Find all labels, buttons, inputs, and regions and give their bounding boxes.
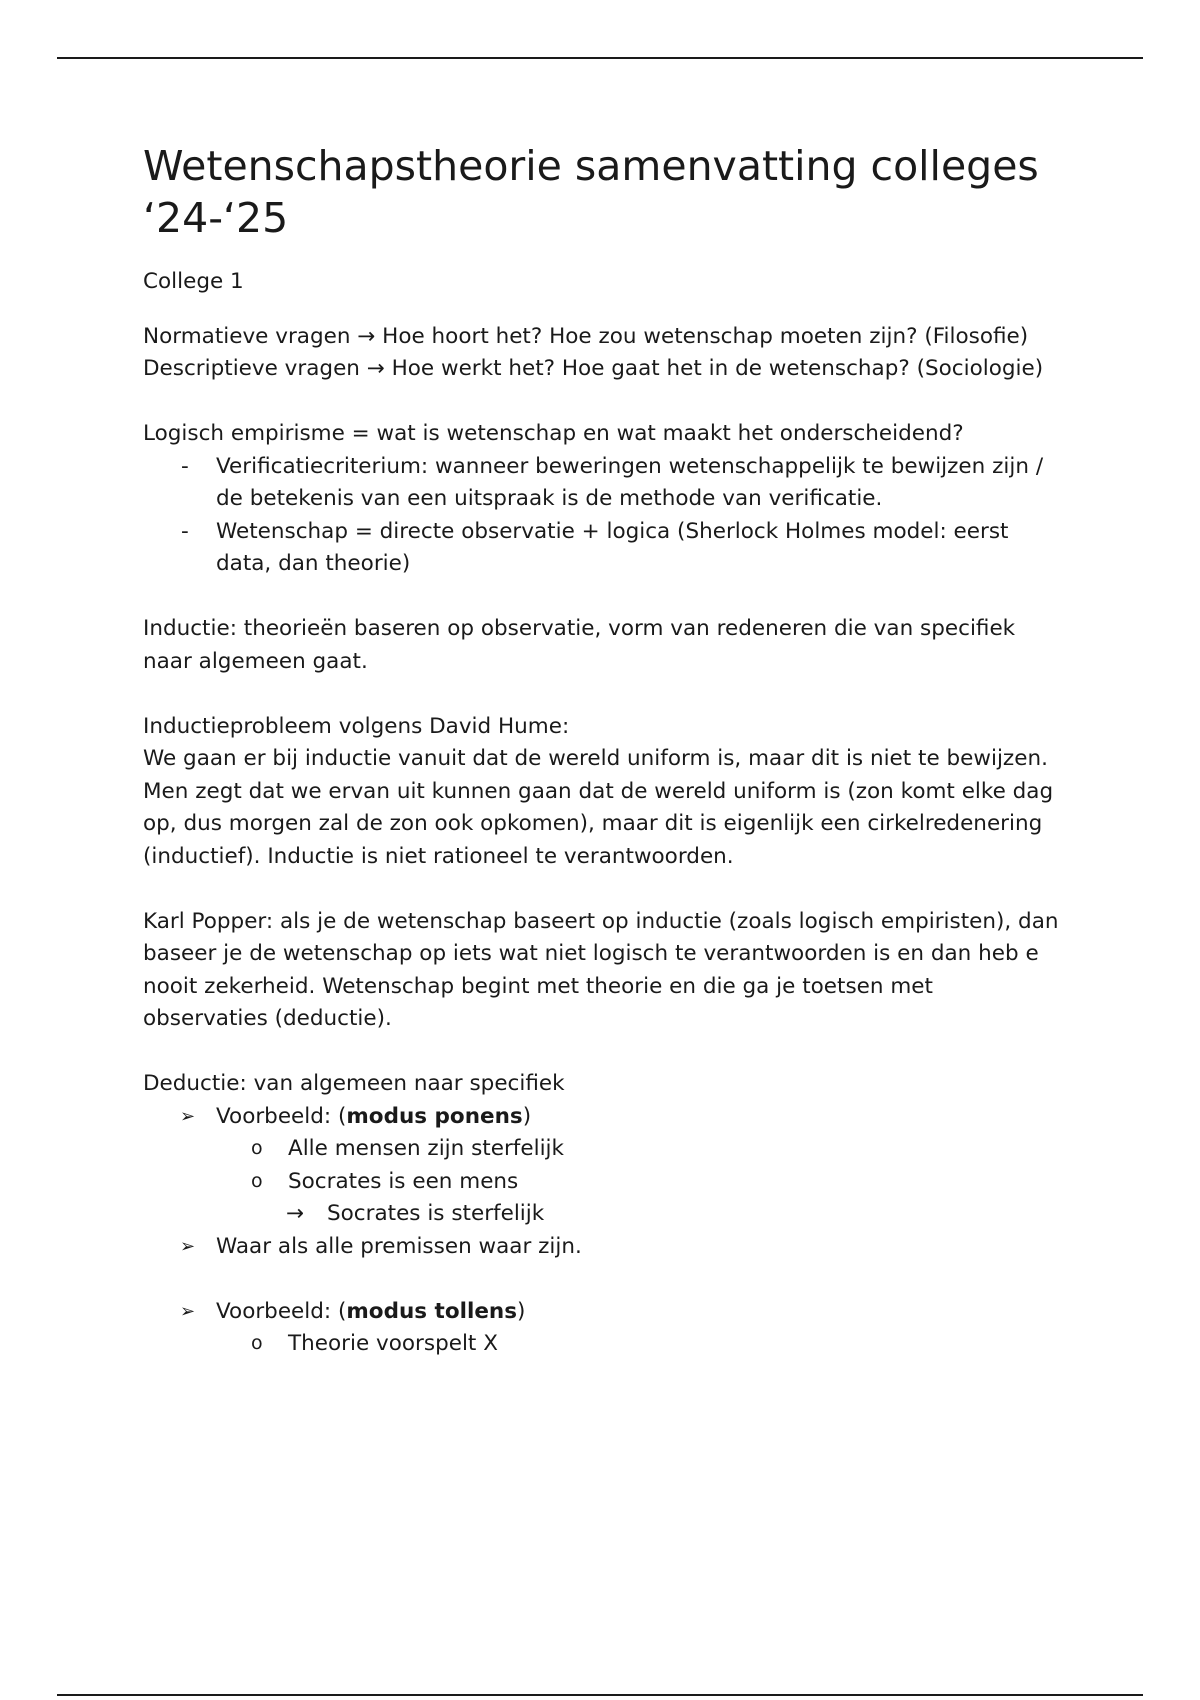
hume-heading: Inductieprobleem volgens David Hume: bbox=[143, 713, 570, 739]
example-prefix: Voorbeeld: ( bbox=[216, 1103, 347, 1129]
list-item bbox=[143, 1296, 1063, 1329]
list-item bbox=[143, 1328, 1063, 1361]
example-suffix: ) bbox=[522, 1103, 532, 1129]
list-item bbox=[143, 451, 1063, 516]
circle-bullet-icon: o bbox=[251, 1169, 263, 1192]
tollens-premise-1: Theorie voorspelt X bbox=[288, 1331, 498, 1356]
true-if-premises: Waar als alle premissen waar zijn. bbox=[216, 1233, 582, 1259]
modus-ponens-label: modus ponens bbox=[346, 1103, 523, 1129]
bottom-border-line bbox=[57, 1694, 1143, 1696]
circle-bullet-icon: o bbox=[251, 1137, 263, 1159]
modus-tollens-label: modus tollens bbox=[346, 1298, 518, 1324]
list-item bbox=[143, 1166, 1063, 1199]
logical-empiricism: Logisch empirisme = wat is wetenschap en wat maakt het onderscheidend? bbox=[143, 421, 964, 446]
circle-bullet-icon: o bbox=[251, 1332, 263, 1354]
document-body bbox=[143, 140, 1063, 1361]
descriptive-questions: Descriptieve vragen → Hoe werkt het? Hoe gaat het in de wetenschap? (Sociologie) bbox=[143, 356, 1044, 381]
top-border-line bbox=[57, 57, 1143, 59]
ponens-conclusion-list bbox=[143, 1198, 1063, 1231]
list-item bbox=[143, 1133, 1063, 1166]
arrow-bullet-icon: ➢ bbox=[180, 1105, 196, 1127]
list-item bbox=[143, 1198, 1063, 1231]
science-definition: Wetenschap = directe observatie + logica (Sherlock Holmes model: eerst data, dan theorie) bbox=[216, 518, 1009, 576]
premise-1: Alle mensen zijn sterfelijk bbox=[288, 1136, 564, 1161]
deduction-list bbox=[143, 1101, 1063, 1134]
induction-definition: Inductie: theorieën baseren op observatie, vorm van redeneren die van specifiek naar algemeen gaat. bbox=[143, 616, 1016, 674]
deduction-definition: Deductie: van algemeen naar specifiek bbox=[143, 1071, 565, 1096]
normative-questions: Normatieve vragen → Hoe hoort het? Hoe zou wetenschap moeten zijn? (Filosofie) bbox=[143, 323, 1029, 349]
empiricism-list bbox=[143, 451, 1063, 581]
example-suffix: ) bbox=[517, 1298, 526, 1324]
list-item bbox=[143, 1101, 1063, 1134]
arrow-bullet-icon: ➢ bbox=[180, 1235, 196, 1257]
dash-icon: - bbox=[181, 518, 189, 544]
tollens-premises bbox=[143, 1328, 1063, 1361]
list-item bbox=[143, 1231, 1063, 1264]
tollens-list bbox=[143, 1296, 1063, 1329]
example-prefix: Voorbeeld: ( bbox=[216, 1298, 347, 1324]
college-heading: College 1 bbox=[143, 269, 244, 294]
verification-criterion: Verificatiecriterium: wanneer beweringen wetenschappelijk te bewijzen zijn / de betekenis van een uitspraak is de methode van verificatie. bbox=[216, 453, 1044, 511]
ponens-conclusion: Socrates is sterfelijk bbox=[327, 1201, 545, 1226]
right-arrow-icon: → bbox=[286, 1201, 305, 1226]
dash-icon: - bbox=[181, 453, 189, 479]
arrow-bullet-icon: ➢ bbox=[180, 1300, 196, 1322]
hume-text: We gaan er bij inductie vanuit dat de wereld uniform is, maar dit is niet te bewijzen. Men zegt dat we ervan uit kunnen gaan dat de wereld uniform is (zon komt elke dag op, dus morgen zal de zon ook opkomen), maar dit is eigenlijk een cirkelredenering (inductief). Inductie is niet rationeel te verantwoorden. bbox=[143, 746, 1054, 869]
document-title: Wetenschapstheorie samenvatting colleges ‘24-‘25 bbox=[143, 142, 1039, 242]
ponens-premises bbox=[143, 1133, 1063, 1198]
premise-2: Socrates is een mens bbox=[288, 1168, 519, 1194]
popper-text: Karl Popper: als je de wetenschap baseert op inductie (zoals logisch empiristen), dan baseer je de wetenschap op iets wat niet logisch te verantwoorden is en dan heb e nooit zekerheid. Wetenschap begint met theorie en die ga je toetsen met observaties (deductie). bbox=[143, 908, 1059, 1031]
list-item bbox=[143, 516, 1063, 581]
true-if-list bbox=[143, 1231, 1063, 1264]
